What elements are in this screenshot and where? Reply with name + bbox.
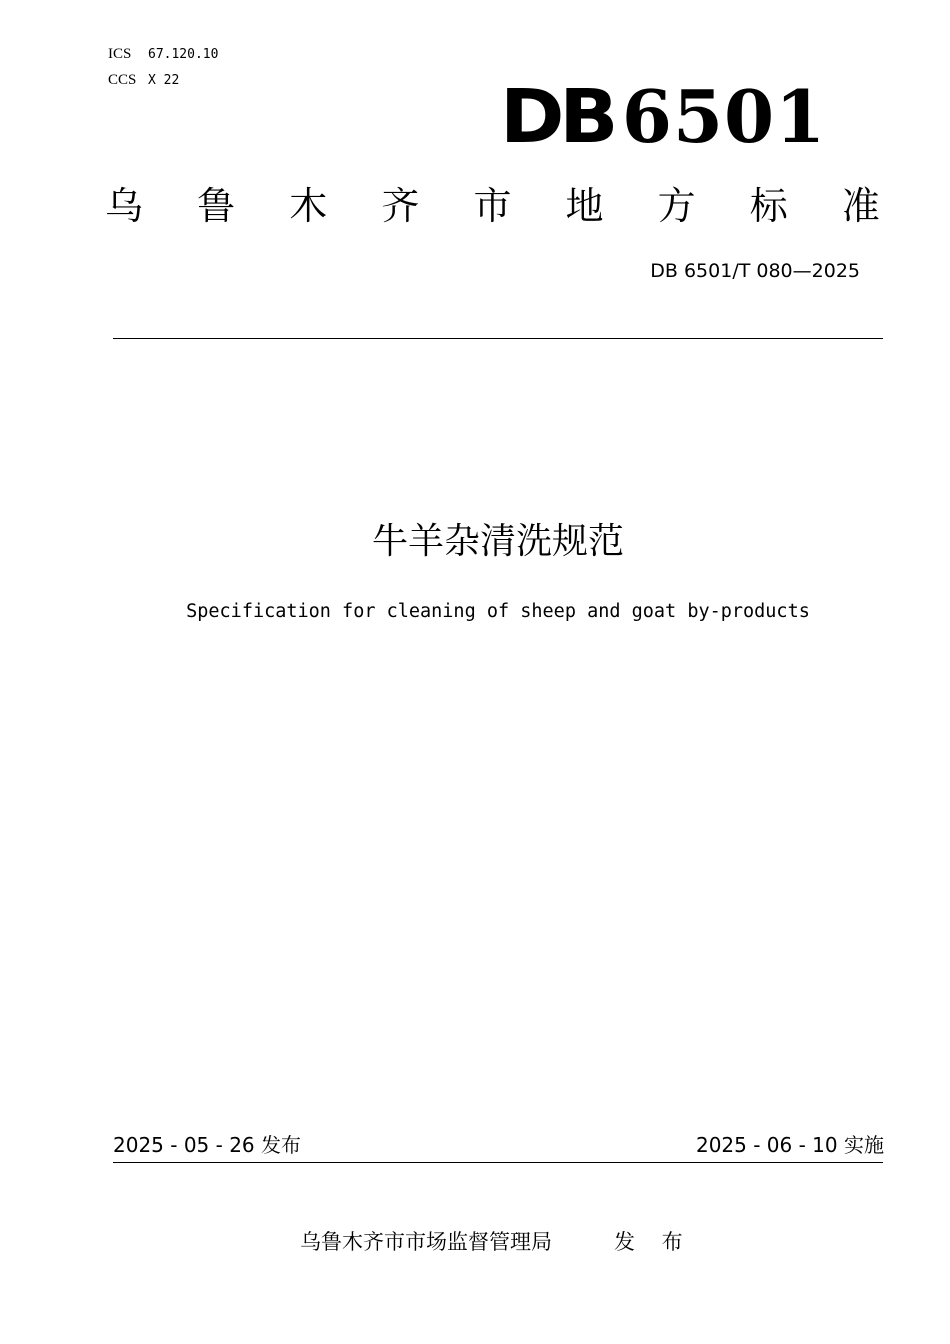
- ics-value: 67.120.10: [148, 47, 219, 62]
- standard-type-char: 方: [657, 184, 696, 228]
- header-divider: [113, 338, 883, 339]
- ccs-code: [108, 71, 179, 90]
- implementation-date: 2025 - 06 - 10 实施: [695, 1133, 884, 1157]
- document-title-english: Specification for cleaning of sheep and goat by-products: [186, 601, 810, 622]
- standard-type-char: 标: [749, 184, 788, 228]
- footer-divider: [113, 1162, 883, 1163]
- standard-type-char: 准: [841, 184, 880, 228]
- standard-type-char: 乌: [105, 184, 144, 228]
- issue-date: 2025 - 05 - 26 发布: [113, 1133, 302, 1157]
- standard-type-char: 鲁: [197, 184, 236, 228]
- publisher-action: 发 布: [614, 1230, 693, 1254]
- db-logo: [500, 74, 827, 160]
- standard-number: DB 6501/T 080—2025: [650, 260, 860, 282]
- standard-type-char: 齐: [381, 184, 420, 228]
- standard-type-char: 市: [473, 184, 512, 228]
- db-prefix: DB: [500, 74, 614, 160]
- standard-type: [105, 184, 880, 228]
- standard-type-char: 地: [565, 184, 604, 228]
- publisher: 乌鲁木齐市市场监督管理局: [300, 1230, 552, 1254]
- ccs-value: X 22: [148, 73, 180, 88]
- ics-code: [108, 45, 218, 64]
- standard-type-char: 木: [289, 184, 328, 228]
- db-code: 6501: [621, 74, 827, 159]
- ccs-label: CCS: [108, 72, 137, 88]
- document-title-chinese: 牛羊杂清洗规范: [371, 521, 624, 562]
- ics-label: ICS: [108, 46, 132, 62]
